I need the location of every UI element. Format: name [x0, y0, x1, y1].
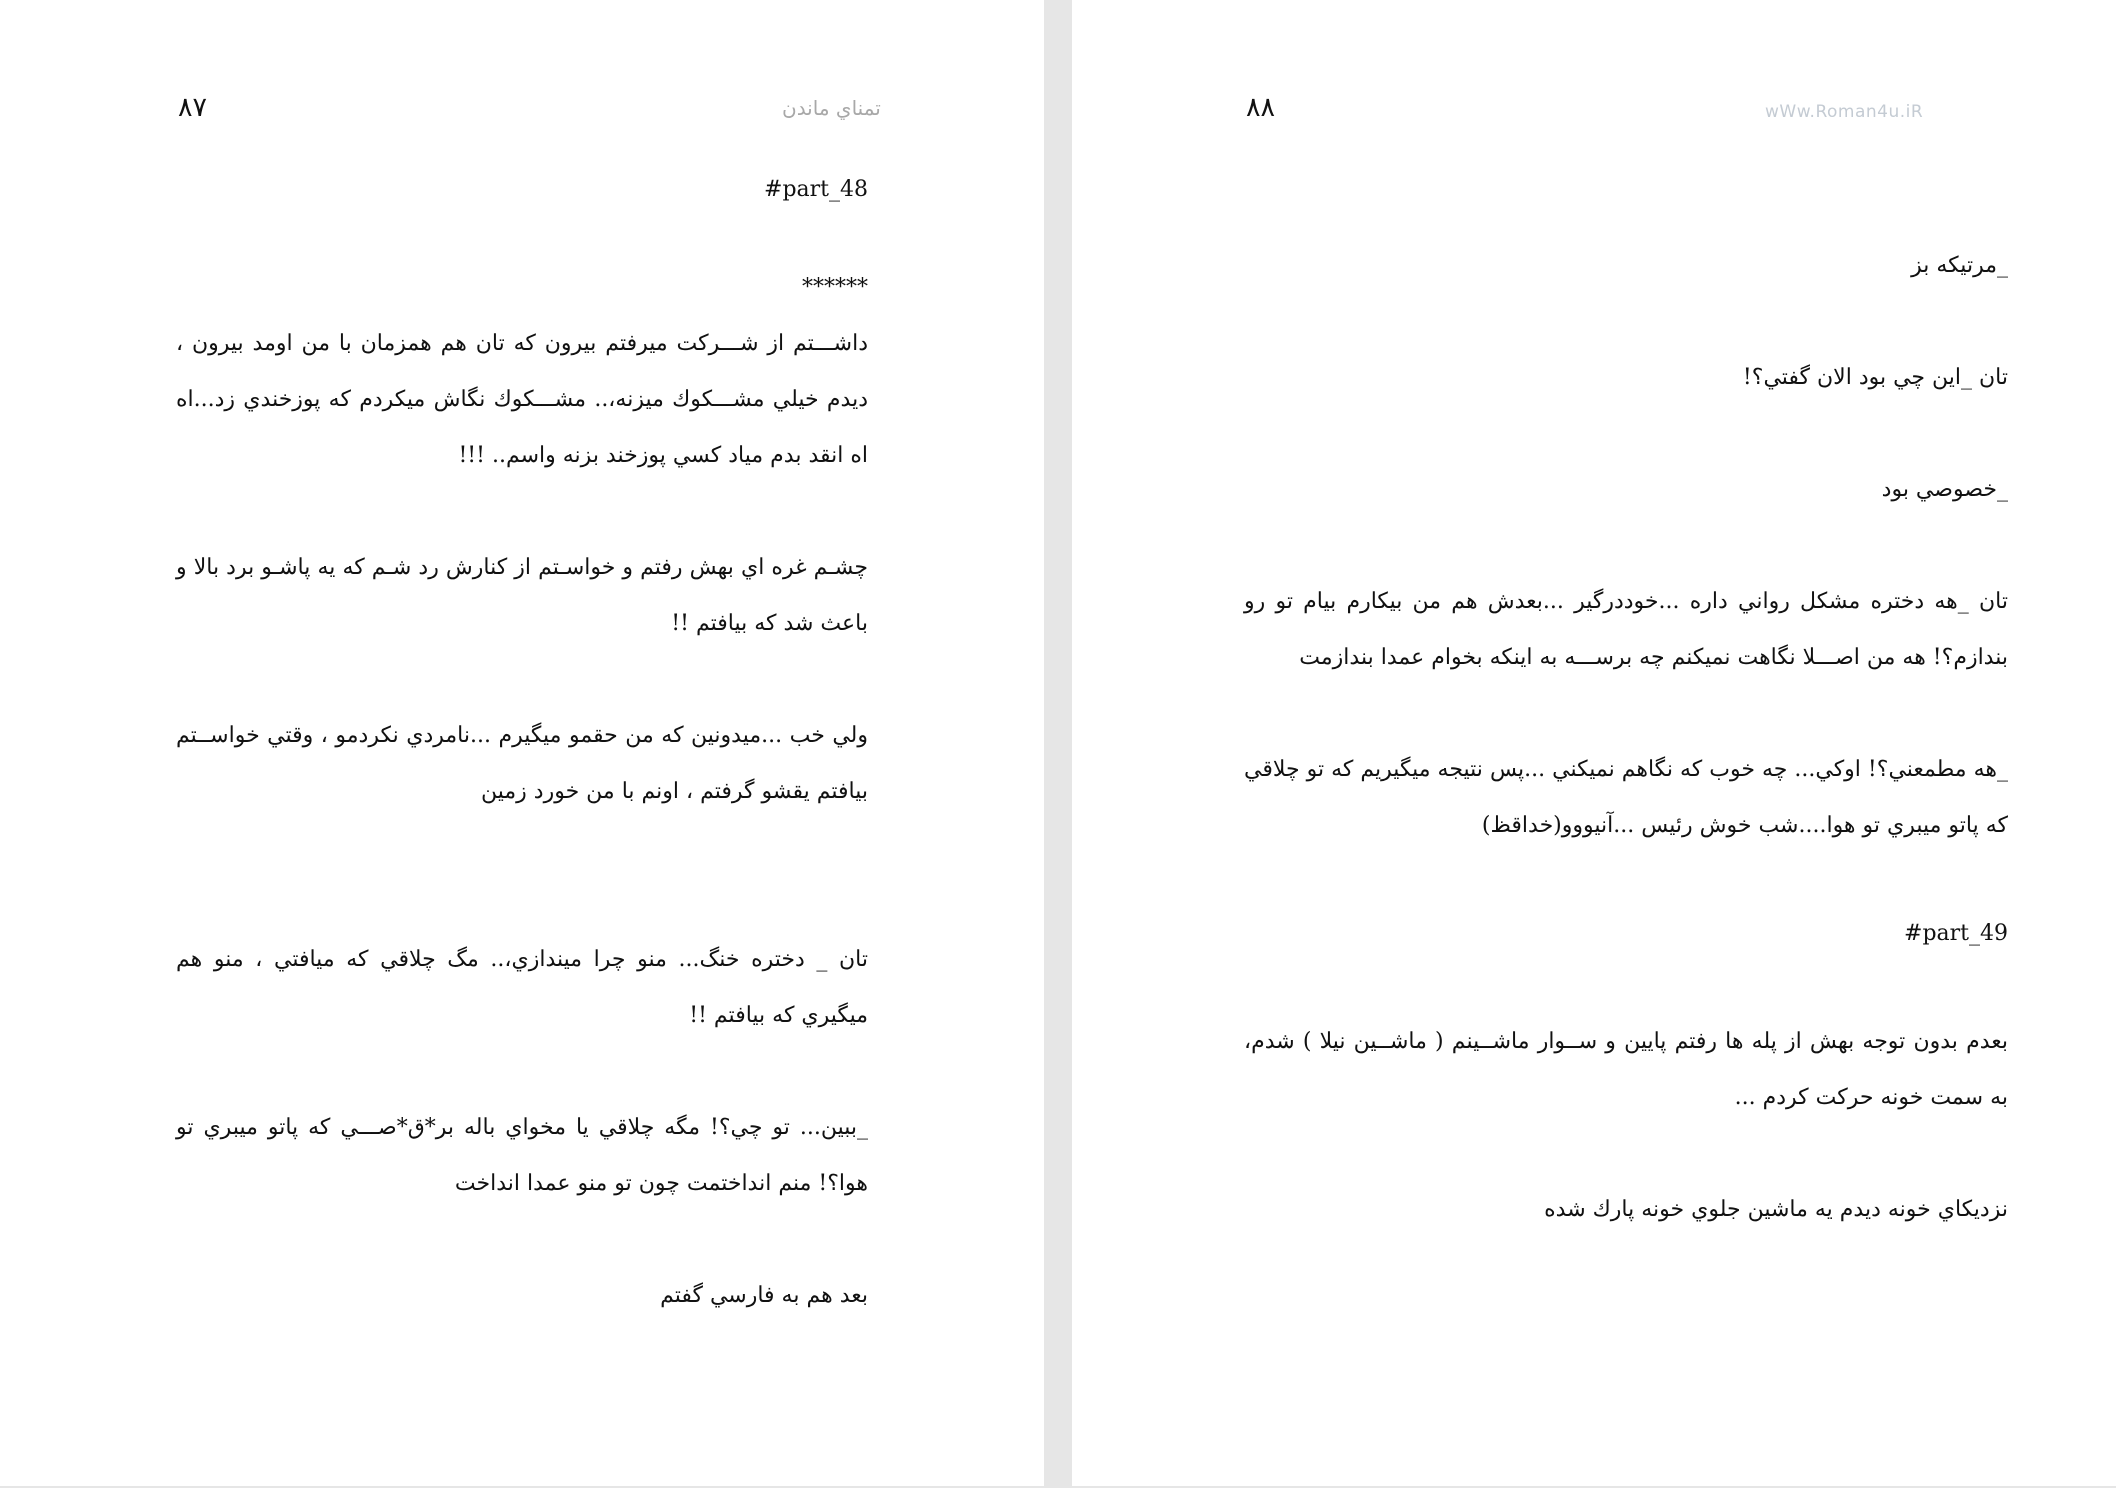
paragraph: تان _هه دختره مشكل رواني داره ...خوددرگير ...بعدش هم من بيكارم بيام تو رو بندازم؟! هه من اصـــلا نگاهت نميكنم چه برســـه به اينكه بخوام عمدا بندازمت — [1244, 589, 2008, 670]
part-heading: #part_48 — [764, 177, 868, 202]
paragraph: _مرتيكه بز — [1911, 253, 2008, 278]
paragraph: _ببين... تو چي؟! مگه چلاقي يا مخواي باله بر*ق*صـــي كه پاتو ميبري تو هوا؟! منم انداختمت چون تو منو عمدا انداخت — [176, 1115, 868, 1196]
left-page-body — [176, 162, 868, 1324]
paragraph: _خصوصي بود — [1881, 477, 2008, 502]
paragraph: ولي خب ...ميدونين كه من حقمو ميگيرم ...نامردي نكردمو ، وقتي خواســتم بيافتم يقشو گرفتم ، اونم با من خورد زمين — [176, 723, 868, 804]
paragraph: تان _ دختره خنگ... منو چرا ميندازي،.. مگ چلاقي كه ميافتي ، منو هم ميگيري كه بيافتم !! — [176, 947, 868, 1028]
paragraph: داشـــتم از شـــركت ميرفتم بيرون كه تان هم همزمان با من اومد بيرون ، ديدم خيلي مشـــكوك ميزنه،.. مشـــكوك نگاش ميكردم كه پوزخندي زد...اه اه انقد بدم مياد كسي پوزخند بزنه واسم.. !!! — [176, 331, 868, 468]
paragraph: نزديكاي خونه ديدم يه ماشين جلوي خونه پارك شده — [1544, 1197, 2008, 1222]
page-number: ۸۸ — [1246, 92, 1276, 123]
watermark: wWw.Roman4u.iR — [1765, 102, 1924, 122]
part-heading: #part_49 — [1904, 921, 2008, 946]
paragraph: بعدم بدون توجه بهش از پله ها رفتم پايين و ســوار ماشــينم ( ماشــين نيلا ) شدم، به سمت خونه حركت كردم ... — [1244, 1029, 2008, 1110]
paragraph: تان _اين چي بود الان گفتي؟! — [1742, 365, 2008, 390]
section-separator: ****** — [802, 275, 868, 300]
right-page — [1072, 0, 2116, 1486]
page-number: ۸۷ — [178, 92, 208, 123]
paragraph: چشـم غره اي بهش رفتم و خواسـتم از كنارش رد شـم كه يه پاشـو برد بالا و باعث شد كه بيافتم !! — [176, 555, 868, 636]
paragraph: _هه مطمعني؟! اوكي... چه خوب كه نگاهم نميكني ...پس نتيجه ميگيريم كه تو چلاقي كه پاتو ميبري تو هوا....شب خوش رئيس ...آنيووو(خداقظ) — [1244, 757, 2008, 838]
paragraph: بعد هم به فارسي گفتم — [660, 1283, 868, 1308]
running-head-book-title: تمناي ماندن — [782, 96, 881, 120]
right-page-body — [1244, 238, 2008, 1238]
left-page — [0, 0, 1044, 1486]
